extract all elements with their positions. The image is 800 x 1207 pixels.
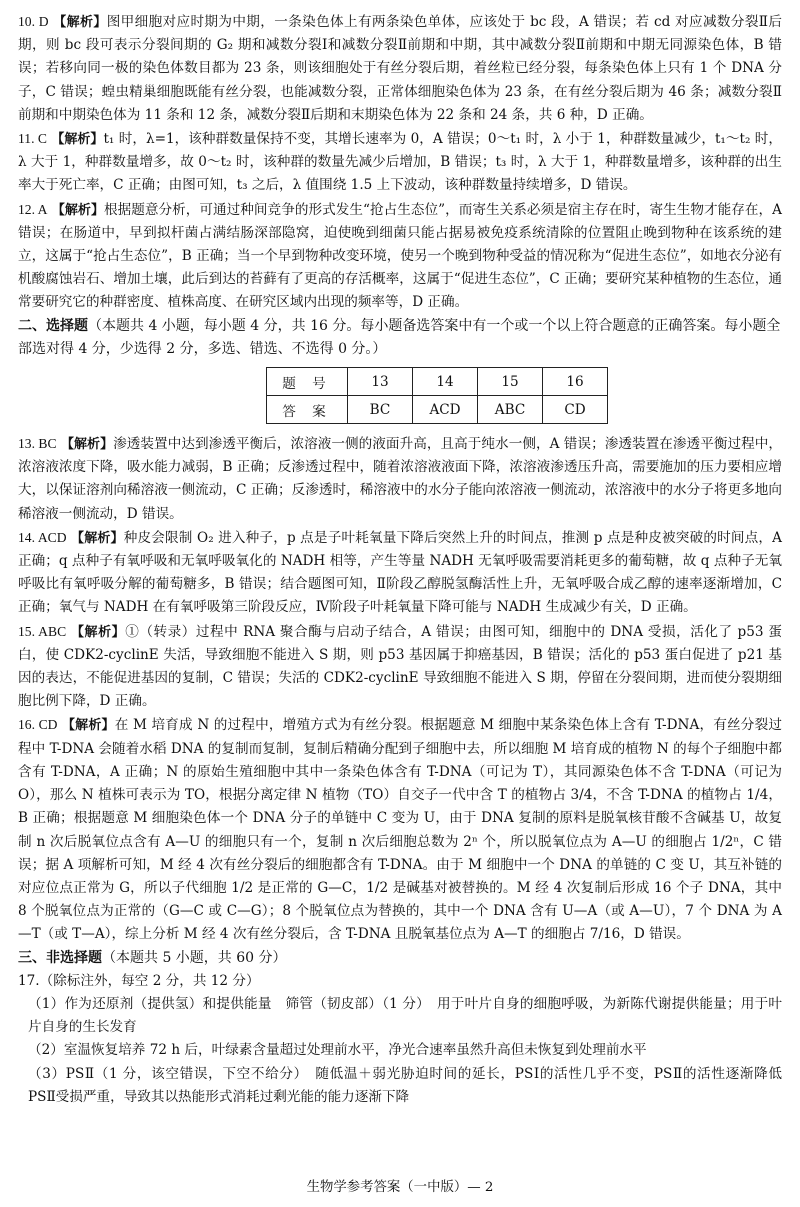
analysis-tag: 【解析】	[51, 132, 104, 148]
answer-17	[18, 970, 796, 1109]
answer-number: 11. C	[18, 131, 47, 147]
table-row	[267, 368, 608, 396]
section-desc: （本题共 4 小题，每小题 4 分，共 16 分。每小题备选答案中有一个或一个以上符合题意的正确答案。每小题全部选对得 4 分，少选得 2 分，多选、错选、不选得 0 分。）	[18, 317, 781, 357]
answer-10	[18, 10, 782, 127]
table-cell: ACD	[413, 396, 478, 424]
answer-text: 根据题意分析，可通过种间竞争的形式发生“抢占生态位”，而寄生关系必须是宿主存在时，寄生生物才能存在，A 错误；在肠道中，早到拟杆菌占满结肠深部隐窝，迫使晚到细菌只能占据易被免疫系统清除的位置阻止晚到物种在该系统的建立，这属于“抢占生态位”，B 正确；当一个早到物种改变环境，使另一个晚到物种受益的情况称为“促进生态位”，如地衣分泌有机酸腐蚀岩石、增加土壤，此后到达的苔藓有了更高的存活概率，这属于“促进生态位”，C 正确；要研究某种植物的生态位，通常要研究它的种群密度、植株高度、在研究区域内出现的频率等，D 正确。	[18, 201, 782, 311]
table-row	[267, 396, 608, 424]
answer-text: 种皮会限制 O₂ 进入种子，p 点是子叶耗氧量下降后突然上升的时间点，推测 p 点是种皮被突破的时间点，A 正确；q 点种子有氧呼吸和无氧呼吸氧化的 NADH 相等，产生等量 NADH 无氧呼吸需要消耗更多的葡萄糖，故 q 点种子无氧呼吸比有氧呼吸分解的葡萄糖多，B 错误；结合题图可知，Ⅱ阶段乙醇脱氢酶活性上升，无氧呼吸合成乙醇的速率逐渐增加，C 正确；氧气与 NADH 在有氧呼吸第三阶段反应，Ⅳ阶段子叶耗氧量下降可能与 NADH 生成减少有关，D 正确。	[18, 529, 782, 616]
section-3-heading	[18, 947, 782, 970]
answer-number: 15. ABC	[18, 623, 67, 639]
answer-number: 14. ACD	[18, 529, 67, 545]
table-cell: 14	[413, 368, 478, 396]
table-cell: 答 案	[267, 396, 348, 424]
analysis-tag: 【解析】	[53, 15, 107, 30]
answer-17-head: 17.（除标注外，每空 2 分，共 12 分）	[18, 972, 260, 989]
answer-text: 在 M 培育成 N 的过程中，增殖方式为有丝分裂。根据题意 M 细胞中某条染色体上含有 T-DNA，有丝分裂过程中 T-DNA 会随着水稻 DNA 的复制而复制，复制后精确分配到子细胞中去，所以细胞 M 培育成的植物 N 的每个子细胞中都含有 T-DNA，A 正确；N 的原始生殖细胞中其中一条染色体含有 T-DNA（可记为 T），其同源染色体不含 T-DNA（可记为 O），那么 N 植株可表示为 TO，根据分离定律 N 植物（TO）自交子一代中含 T 的植物占 3/4，不含 T-DNA 的植物占 1/4，B 正确；根据题意 M 细胞染色体一个 DNA 分子的单链中 C 变为 U，由于 DNA 复制的原料是脱氧核苷酸不含碱基 U，故复制 n 次后脱氧位点含有 A—U 的细胞只有一个，复制 n 次后细胞总数为 2ⁿ 个，所以脱氧位点为 A—U 的细胞占 1/2ⁿ，C 错误；据 A 项解析可知，M 经 4 次有丝分裂后的细胞都含有 T-DNA。由于 M 细胞中一个 DNA 的单链的 C 变 U，其互补链的对应位点正常为 G，所以子代细胞 1/2 是正常的 G—C，1/2 是碱基对被替换的。M 经 4 次复制后形成 16 个子 DNA，其中 8 个脱氧位点为正常的（G—C 或 C—G）；8 个脱氧位点为替换的，其中一个 DNA 含有 U—A（或 A—U），7 个 DNA 为 A—T（或 T—A），综上分析 M 经 4 次有丝分裂后，含 T-DNA 且脱氧基位点为 A—T 的细胞占 7/16，D 错误。	[18, 717, 782, 943]
answer-text: 渗透装置中达到渗透平衡后，浓溶液一侧的液面升高，且高于纯水一侧，A 错误；渗透装置在渗透平衡过程中，浓溶液浓度下降，吸水能力减弱，B 正确；反渗透过程中，随着浓溶液液面下降，浓溶液渗透压升高，需要施加的压力要相应增大，以保证溶剂向稀溶液一侧流动，C 正确；反渗透时，稀溶液中的水分子能向浓溶液一侧流动，浓溶液中的水分子将更多地向稀溶液一侧流动，D 错误。	[18, 436, 782, 522]
analysis-tag: 【解析】	[61, 718, 115, 734]
answer-number: 10. D	[18, 14, 49, 29]
answers-10-12	[18, 10, 782, 315]
table-cell: 16	[543, 368, 608, 396]
answer-14	[18, 526, 782, 620]
answer-number: 12. A	[18, 201, 48, 217]
section-2-heading	[18, 315, 782, 361]
section-title: 三、非选择题	[18, 949, 102, 966]
answer-11	[18, 127, 782, 198]
answer-text: t₁ 时，λ=1，该种群数量保持不变，其增长速率为 0，A 错误；0～t₁ 时，λ 小于 1，种群数量减少，t₁～t₂ 时，λ 大于 1，种群数量增多，故 0～t₂ 时，该种群的数量先减少后增加，B 错误；t₃ 时，λ 大于 1，种群数量增多，该种群的出生率大于死亡率，C 正确；由图可知，t₃ 之后，λ 值围绕 1.5 上下波动，该种群数量持续增多，D 错误。	[18, 131, 782, 194]
table-cell: CD	[543, 396, 608, 424]
table-cell: 13	[348, 368, 413, 396]
section-title: 二、选择题	[18, 317, 88, 334]
table-cell: ABC	[478, 396, 543, 424]
analysis-tag: 【解析】	[71, 624, 126, 640]
answer-12	[18, 198, 782, 315]
table-cell: BC	[348, 396, 413, 424]
answer-17-part-1: （1）作为还原剂（提供氢）和提供能量 筛管（韧皮部）（1 分） 用于叶片自身的细胞呼吸，为新陈代谢提供能量；用于叶片自身的生长发育	[28, 995, 782, 1036]
answer-16	[18, 713, 782, 946]
answer-15	[18, 620, 782, 714]
answer-text: ①（转录）过程中 RNA 聚合酶与启动子结合，A 错误；由图可知，细胞中的 DNA 受损，活化了 p53 蛋白，使 CDK2-cyclinE 失活，导致细胞不能进入 S 期，则 p53 基因属于抑癌基因，B 错误；活化的 p53 蛋白促进了 p21 基因的表达，不能促进基因的复制，C 错误；失活的 CDK2-cyclinE 导致细胞不能进入 S 期，停留在分裂间期，进而使分裂期细胞比例下降，D 正确。	[18, 623, 783, 710]
analysis-tag: 【解析】	[60, 437, 114, 453]
answers-13-16	[18, 432, 782, 946]
answer-table	[266, 367, 608, 424]
answer-17-part-2: （2）室温恢复培养 72 h 后，叶绿素含量超过处理前水平，净光合速率虽然升高但未恢复到处理前水平	[28, 1042, 647, 1059]
answer-number: 13. BC	[18, 436, 57, 452]
answer-17-part-3: （3）PSⅡ（1 分，该空错误，下空不给分） 随低温＋弱光胁迫时间的延长，PSⅠ的活性几乎不变，PSⅡ的活性逐渐降低 PSⅡ受损严重，导致其以热能形式消耗过剩光能的能力逐渐下降	[28, 1065, 796, 1105]
answer-text: 图甲细胞对应时期为中期，一条染色体上有两条染色单体，应该处于 bc 段，A 错误；若 cd 对应减数分裂Ⅱ后期，则 bc 段可表示分裂间期的 G₂ 期和减数分裂Ⅰ和减数分裂Ⅱ前期和中期，其中减数分裂Ⅱ前期和中期无同源染色体，B 错误；若移向同一极的染色体数目都为 23 条，则该细胞处于有丝分裂后期，着丝粒已经分裂，每条染色体上只有 1 个 DNA 分子，C 错误；蝗虫精巢细胞既能有丝分裂，也能减数分裂，正常体细胞染色体为 23 条，在有丝分裂后期为 46 条；减数分裂Ⅱ前期和中期染色体为 11 条和 12 条，减数分裂Ⅱ后期和末期染色体为 22 条和 24 条，共 6 种，D 正确。	[18, 14, 782, 123]
page-footer: 生物学参考答案（一中版）— 2	[306, 1180, 494, 1195]
table-cell: 题 号	[267, 368, 348, 396]
analysis-tag: 【解析】	[71, 530, 124, 546]
table-cell: 15	[478, 368, 543, 396]
section-desc: （本题共 5 小题，共 60 分）	[102, 949, 287, 966]
answer-13	[18, 432, 782, 526]
answer-number: 16. CD	[18, 717, 58, 733]
analysis-tag: 【解析】	[51, 202, 105, 218]
